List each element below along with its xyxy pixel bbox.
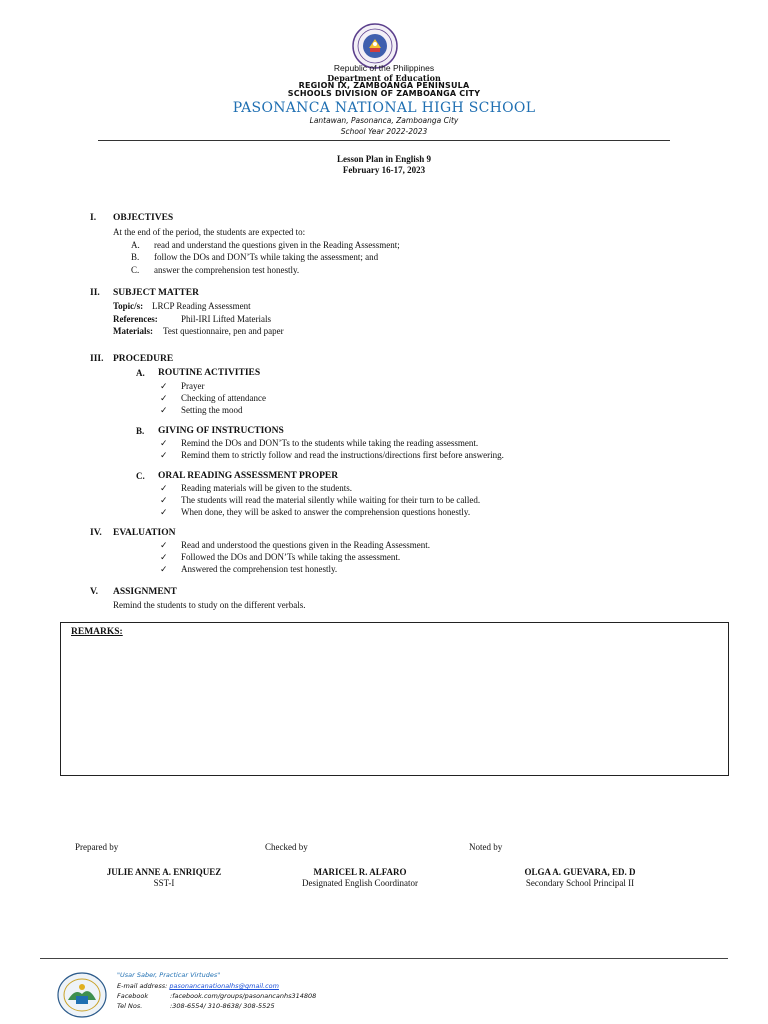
school-logo-icon [57, 972, 107, 1018]
footer-divider [40, 958, 728, 959]
objective-item: read and understand the questions given in the Reading Assessment; [154, 240, 400, 250]
procedure-heading: PROCEDURE [113, 354, 174, 364]
email-link[interactable]: pasonancanationalhs@gmail.com [169, 982, 279, 990]
check-icon: ✓ [160, 483, 168, 493]
objectives-number: I. [90, 213, 97, 223]
school-name: PASONANCA NATIONAL HIGH SCHOOL [232, 100, 536, 116]
school-address: Lantawan, Pasonanca, Zamboanga City [309, 116, 459, 125]
check-icon: ✓ [160, 450, 168, 460]
objective-letter: C. [131, 265, 140, 275]
evaluation-item: Answered the comprehension test honestly. [181, 564, 338, 574]
subject-number: II. [90, 288, 100, 298]
noted-by-label: Noted by [469, 842, 503, 852]
check-icon: ✓ [160, 540, 168, 550]
assignment-text: Remind the students to study on the different verbals. [113, 600, 306, 610]
materials-value: Test questionnaire, pen and paper [163, 326, 284, 336]
routine-letter: A. [136, 368, 145, 378]
preparer-title: SST-I [153, 878, 175, 888]
routine-item: Checking of attendance [181, 393, 266, 403]
routine-item: Setting the mood [181, 405, 243, 415]
topic-value: LRCP Reading Assessment [152, 301, 251, 311]
noter-name: OLGA A. GUEVARA, ED. D [524, 867, 636, 877]
noter-title: Secondary School Principal II [525, 878, 635, 888]
checker-name: MARICEL R. ALFARO [313, 867, 407, 877]
assessment-letter: C. [136, 471, 145, 481]
tel-label: Tel Nos. [117, 1002, 143, 1010]
header-divider [98, 140, 670, 141]
instructions-letter: B. [136, 426, 145, 436]
check-icon: ✓ [160, 552, 168, 562]
assessment-heading: ORAL READING ASSESSMENT PROPER [158, 471, 339, 481]
objective-item: answer the comprehension test honestly. [154, 265, 300, 275]
evaluation-item: Read and understood the questions given in the Reading Assessment. [181, 540, 430, 550]
evaluation-number: IV. [90, 528, 102, 538]
assignment-number: V. [90, 587, 99, 597]
region-line: REGION IX, ZAMBOANGA PENINSULA [298, 81, 470, 90]
assessment-item: When done, they will be asked to answer the comprehension questions honestly. [181, 507, 471, 517]
checker-title: Designated English Coordinator [302, 878, 418, 888]
objective-letter: A. [131, 240, 140, 250]
remarks-label: REMARKS: [71, 627, 123, 637]
check-icon: ✓ [160, 405, 168, 415]
check-icon: ✓ [160, 495, 168, 505]
topic-label: Topic/s: [113, 301, 144, 311]
instructions-heading: GIVING OF INSTRUCTIONS [158, 426, 284, 436]
evaluation-item: Followed the DOs and DON’Ts while taking the assessment. [181, 552, 401, 562]
check-icon: ✓ [160, 507, 168, 517]
check-icon: ✓ [160, 564, 168, 574]
procedure-number: III. [90, 354, 104, 364]
facebook-label: Facebook [117, 992, 149, 1000]
materials-label: Materials: [113, 326, 153, 336]
assessment-item: Reading materials will be given to the students. [181, 483, 352, 493]
footer-motto: "Usar Saber, Practicar Virtudes" [117, 971, 221, 979]
checked-by-label: Checked by [265, 842, 308, 852]
remarks-box [60, 622, 729, 776]
assessment-item: The students will read the material silently while waiting for their turn to be called. [181, 495, 481, 505]
references-value: Phil-IRI Lifted Materials [181, 314, 271, 324]
school-year: School Year 2022-2023 [340, 127, 428, 136]
facebook-link[interactable]: :facebook.com/groups/pasonancanhs314808 [170, 992, 317, 1000]
prepared-by-label: Prepared by [75, 842, 119, 852]
lesson-plan-date: February 16-17, 2023 [342, 165, 426, 175]
references-label: References: [113, 314, 158, 324]
objective-item: follow the DOs and DON’Ts while taking the assessment; and [154, 252, 379, 262]
republic-line: Republic of the Philippines [333, 63, 435, 73]
preparer-name: JULIE ANNE A. ENRIQUEZ [106, 867, 222, 877]
department-line: Department of Education [327, 73, 441, 83]
lesson-plan-title: Lesson Plan in English 9 [336, 154, 432, 164]
routine-heading: ROUTINE ACTIVITIES [158, 368, 261, 378]
instructions-item: Remind them to strictly follow and read the instructions/directions first before answering. [181, 450, 504, 460]
check-icon: ✓ [160, 381, 168, 391]
objectives-intro: At the end of the period, the students are expected to: [113, 227, 306, 237]
check-icon: ✓ [160, 438, 168, 448]
email-label: E-mail address: [117, 982, 170, 990]
instructions-item: Remind the DOs and DON’Ts to the students while taking the reading assessment. [181, 438, 479, 448]
objective-letter: B. [131, 252, 140, 262]
division-line: SCHOOLS DIVISION OF ZAMBOANGA CITY [287, 89, 481, 98]
assignment-heading: ASSIGNMENT [113, 587, 177, 597]
footer-email-row [117, 982, 279, 990]
objectives-heading: OBJECTIVES [113, 213, 174, 223]
subject-heading: SUBJECT MATTER [113, 288, 199, 298]
routine-item: Prayer [181, 381, 205, 391]
check-icon: ✓ [160, 393, 168, 403]
tel-numbers: :308-6554/ 310-8638/ 308-5525 [170, 1002, 275, 1010]
evaluation-heading: EVALUATION [113, 528, 176, 538]
